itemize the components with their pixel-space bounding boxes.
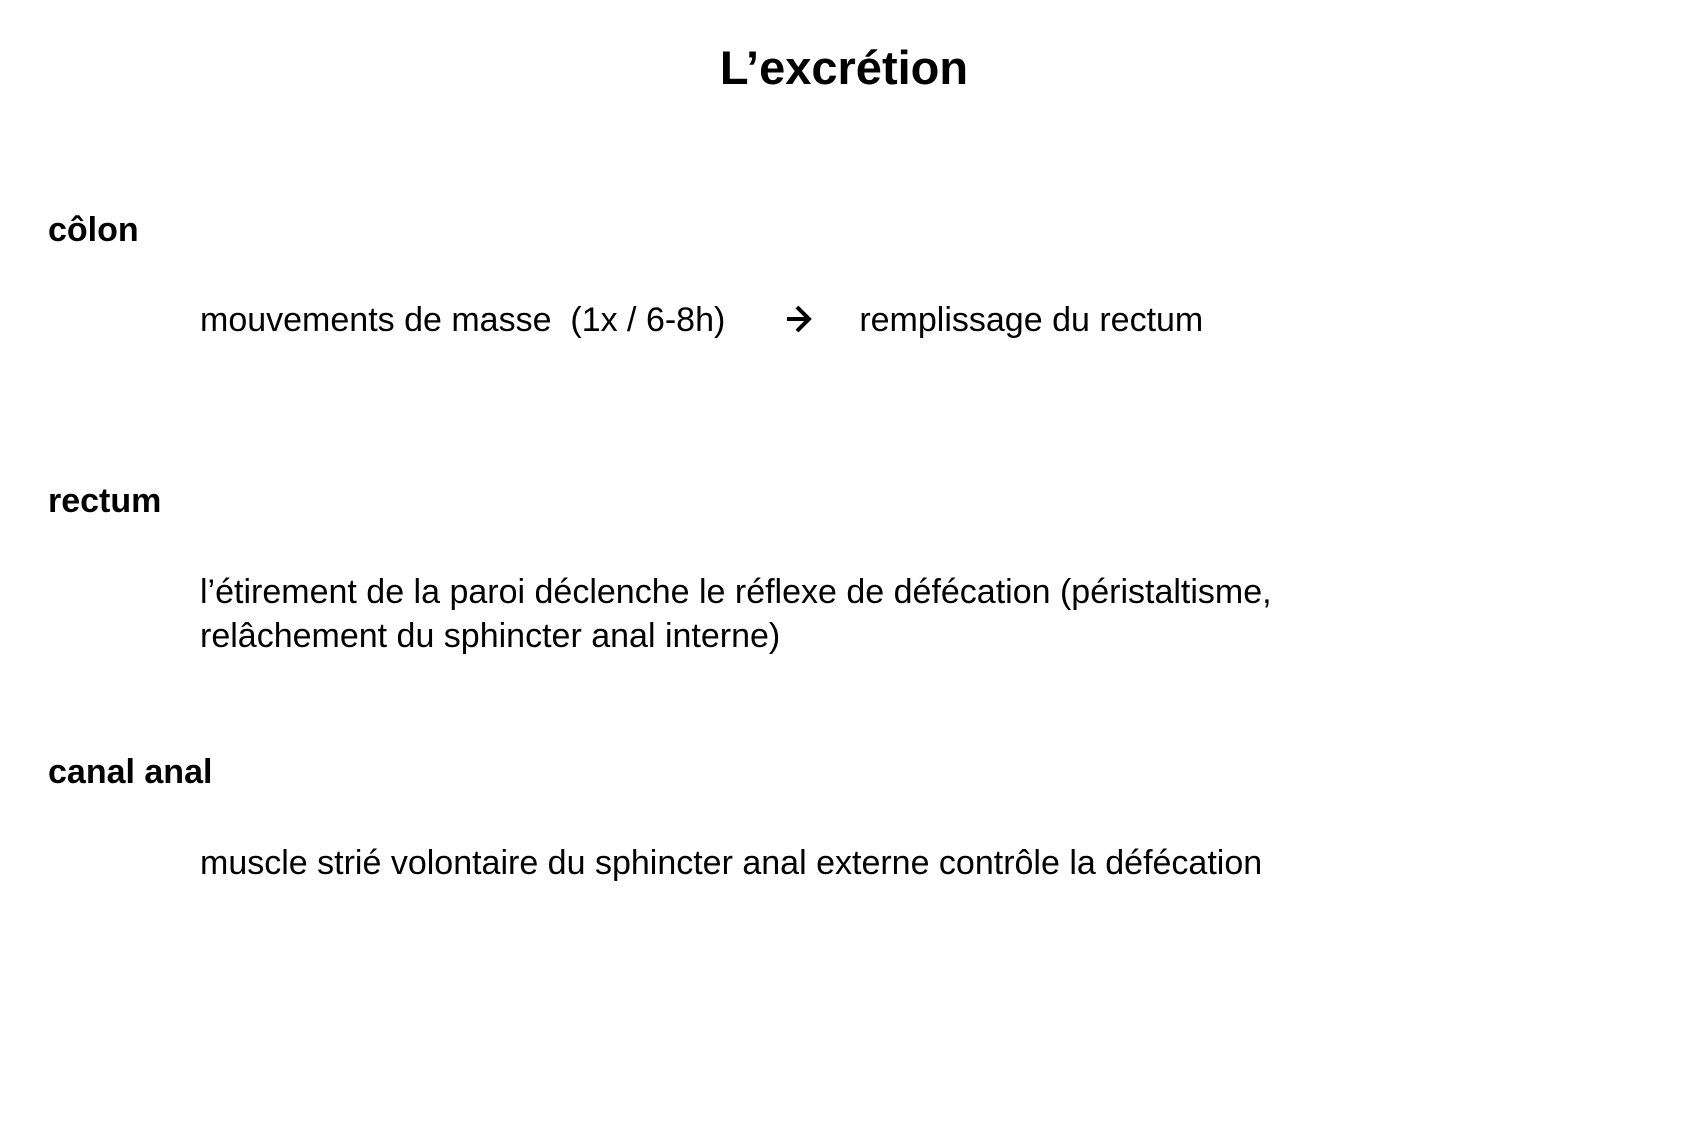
rectum-text-line: relâchement du sphincter anal interne) [200, 617, 781, 655]
section-heading-anal-canal: canal anal [48, 753, 213, 791]
section-heading-rectum: rectum [48, 482, 162, 520]
right-arrow-icon [765, 303, 825, 335]
rectum-text-line: l’étirement de la paroi déclenche le réflexe de défécation (péristaltisme, [200, 573, 1272, 611]
rectum-filling-text: remplissage du rectum [859, 301, 1204, 339]
mass-movements-text: mouvements de masse (1x / 6-8h) [200, 301, 726, 339]
slide-title: L’excrétion [719, 41, 969, 94]
section-body-colon [200, 298, 1203, 342]
section-body-rectum [200, 570, 1272, 658]
anal-canal-text-line: muscle strié volontaire du sphincter anal externe contrôle la défécation [200, 844, 1263, 882]
section-heading-colon: côlon [48, 211, 139, 249]
section-body-anal-canal [200, 841, 1262, 885]
